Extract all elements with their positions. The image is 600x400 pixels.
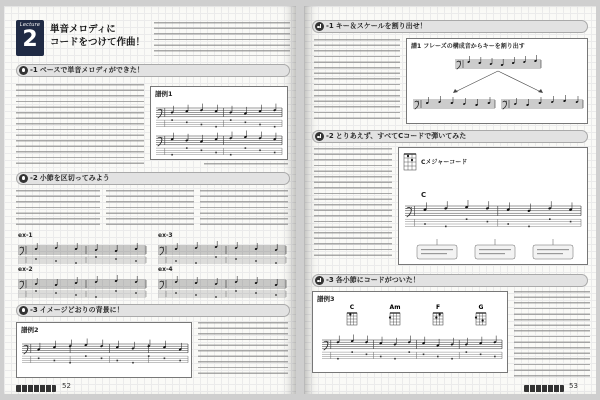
tab-fret-mark <box>148 355 150 357</box>
body-text <box>198 322 288 378</box>
figure-2-label: Cメジャーコード <box>421 159 468 166</box>
tab-fret-mark <box>487 221 489 223</box>
tab-fret-mark <box>424 223 426 225</box>
section-number: -1 <box>30 66 38 74</box>
section-title: イメージどおりの背景に！ <box>39 306 124 314</box>
tab-fret-mark <box>115 290 117 292</box>
bass-clef-dot <box>27 345 28 346</box>
chord-name: F <box>435 304 441 311</box>
chord-name: C <box>349 304 355 311</box>
tab-fret-mark <box>507 223 509 225</box>
tab-fret-mark <box>437 356 439 358</box>
figure-1-box <box>406 38 588 124</box>
tab-fret-mark <box>35 258 37 260</box>
score-label: ex-3 <box>158 232 173 239</box>
lecture-number: 2 <box>22 27 38 52</box>
tab-fret-mark <box>135 260 137 262</box>
section-title: 小節を区切ってみよう <box>39 174 110 182</box>
bass-clef-dot <box>163 283 164 284</box>
note-icon <box>315 276 324 285</box>
figure-2-box <box>398 147 588 265</box>
bass-clef-dot <box>418 103 419 104</box>
tab-fret-mark <box>95 256 97 258</box>
chord-dot <box>435 316 437 318</box>
intro-text <box>154 22 290 56</box>
tab-fret-mark <box>235 258 237 260</box>
tab-fret-mark <box>175 292 177 294</box>
title-line-1: 単音メロディに <box>50 24 116 35</box>
chord-name: C <box>421 191 427 199</box>
tab-fret-mark <box>215 126 217 128</box>
tab-fret-mark <box>195 294 197 296</box>
bass-clef-dot <box>23 283 24 284</box>
tab-fret-mark <box>494 356 496 358</box>
chord-dot <box>439 313 441 315</box>
tab-fret-mark <box>394 358 396 360</box>
note-icon <box>315 132 324 141</box>
tab-fret-mark <box>175 260 177 262</box>
tab-fret-mark <box>259 150 261 152</box>
tab-fret-mark <box>466 351 468 353</box>
chord-dot <box>411 159 413 161</box>
example-2-label: 譜例2 <box>21 326 39 334</box>
tab-fret-mark <box>186 122 188 124</box>
arrow-line <box>455 71 498 92</box>
tab-fret-mark <box>570 221 572 223</box>
chord-dot <box>389 316 391 318</box>
bass-clef-dot <box>23 249 24 250</box>
tab-fret-mark <box>230 119 232 121</box>
tab-fret-mark <box>69 362 71 364</box>
tab-fret-mark <box>85 355 87 357</box>
lecture-label: Lecture <box>19 22 41 28</box>
bass-clef-dot <box>163 281 164 282</box>
lecture-badge <box>16 20 44 56</box>
chord-dot <box>475 316 477 318</box>
bass-clef-dot <box>163 249 164 250</box>
tab-fret-mark <box>274 126 276 128</box>
section-title: 各小節にコードがついた！ <box>335 276 420 284</box>
bass-clef-dot <box>27 347 28 348</box>
tab-fret-mark <box>75 262 77 264</box>
example-1-score <box>154 98 284 158</box>
right-page <box>304 6 596 394</box>
bass-clef-dot <box>23 281 24 282</box>
example-3-score <box>318 302 504 370</box>
example-1-label: 譜例1 <box>155 90 173 98</box>
score-label: ex-1 <box>18 232 33 239</box>
tab-fret-mark <box>366 354 368 356</box>
body-text <box>16 84 144 168</box>
section-heading-2 <box>16 172 290 185</box>
tab-fret-mark <box>132 362 134 364</box>
tab-fret-mark <box>466 218 468 220</box>
example-2-box <box>16 322 192 378</box>
score-label: ex-2 <box>18 266 33 273</box>
tab-fret-mark <box>164 358 166 360</box>
footer-logo <box>16 385 56 392</box>
tab-fret-mark <box>95 296 97 298</box>
bass-clef-dot <box>506 103 507 104</box>
annotation-text-line <box>537 249 569 250</box>
annotation-text-line <box>421 253 447 254</box>
bass-clef-dot <box>23 247 24 248</box>
annotation-box <box>475 245 515 259</box>
bass-clef-dot <box>161 137 162 138</box>
tab-fret-mark <box>380 356 382 358</box>
bass-clef-dot <box>327 341 328 342</box>
annotation-text-line <box>479 249 511 250</box>
bass-clef-dot <box>163 247 164 248</box>
annotation-box <box>417 245 457 259</box>
section-number: -3 <box>326 276 334 284</box>
tab-fret-mark <box>255 260 257 262</box>
example-2-score <box>20 332 190 376</box>
section-heading-3 <box>312 274 588 287</box>
tab-fret-mark <box>230 154 232 156</box>
bass-clef-dot <box>161 139 162 140</box>
section-number: -3 <box>30 306 38 314</box>
tab-fret-mark <box>135 292 137 294</box>
section-title: キー＆スケールを割り出せ！ <box>335 22 427 30</box>
tab-fret-mark <box>245 147 247 149</box>
tab-fret-mark <box>179 360 181 362</box>
section-title: ベースで単音メロディができた！ <box>39 66 144 74</box>
tab-fret-mark <box>215 256 217 258</box>
chord-dot <box>482 319 484 321</box>
body-text <box>16 190 100 228</box>
section-heading-1 <box>312 20 588 33</box>
figure-caption <box>204 163 288 167</box>
tab-fret-mark <box>235 290 237 292</box>
tab-fret-mark <box>480 354 482 356</box>
bass-icon <box>19 306 28 315</box>
body-text <box>514 291 590 377</box>
arrow-line <box>498 71 541 92</box>
score-ex-2 <box>16 272 148 300</box>
figure-1-title: 譜1 フレーズの構成音からキーを割り出す <box>411 43 525 50</box>
body-text <box>314 148 392 260</box>
tab-fret-mark <box>259 124 261 126</box>
tab-fret-mark <box>215 152 217 154</box>
tab-fret-mark <box>55 292 57 294</box>
section-number: -2 <box>326 132 334 140</box>
section-number: -1 <box>326 22 334 30</box>
bass-icon <box>19 66 28 75</box>
section-heading-1 <box>16 64 290 77</box>
example-1-box <box>150 86 288 160</box>
tab-fret-mark <box>35 290 37 292</box>
bass-clef-dot <box>161 111 162 112</box>
tab-fret-mark <box>423 354 425 356</box>
chord-dot <box>349 313 351 315</box>
bass-clef-dot <box>460 63 461 64</box>
tab-fret-mark <box>186 147 188 149</box>
note-icon <box>315 22 324 31</box>
page-number: 53 <box>569 382 578 390</box>
body-text <box>314 39 400 123</box>
score-ex-4 <box>156 272 288 300</box>
tab-fret-mark <box>275 294 277 296</box>
annotation-text-line <box>537 253 563 254</box>
tab-fret-mark <box>116 360 118 362</box>
section-heading-3 <box>16 304 290 317</box>
tab-fret-mark <box>245 122 247 124</box>
tab-fret-mark <box>274 152 276 154</box>
tab-fret-mark <box>171 154 173 156</box>
score-label: ex-4 <box>158 266 173 273</box>
tab-fret-mark <box>54 360 56 362</box>
annotation-text-line <box>421 249 453 250</box>
title-line-2: コードをつけて作曲！ <box>50 37 146 48</box>
chord-name: Am <box>389 304 401 311</box>
example-3-label: 譜例3 <box>317 295 335 303</box>
section-title: とりあえず、すべてCコードで弾いてみた <box>335 132 467 140</box>
bass-clef-dot <box>506 101 507 102</box>
chord-dot <box>407 155 409 157</box>
tab-fret-mark <box>215 296 217 298</box>
tab-fret-mark <box>75 294 77 296</box>
footer-logo <box>524 385 564 392</box>
tab-fret-mark <box>445 226 447 228</box>
tab-fret-mark <box>115 258 117 260</box>
score-ex-3 <box>156 238 288 266</box>
body-text <box>200 190 288 228</box>
score-ex-1 <box>16 238 148 266</box>
tab-fret-mark <box>201 150 203 152</box>
bass-clef-dot <box>411 209 412 210</box>
annotation-text-line <box>479 253 505 254</box>
bass-clef-dot <box>460 61 461 62</box>
tab-fret-mark <box>195 262 197 264</box>
bass-clef-dot <box>418 101 419 102</box>
bass-icon <box>19 174 28 183</box>
lecture-title <box>50 23 145 49</box>
tab-fret-mark <box>255 292 257 294</box>
tab-fret-mark <box>55 260 57 262</box>
example-3-box <box>312 291 508 373</box>
tab-fret-mark <box>528 226 530 228</box>
body-text <box>106 190 194 228</box>
tab-fret-mark <box>337 358 339 360</box>
chord-name: G <box>478 304 484 311</box>
tab-fret-mark <box>171 119 173 121</box>
tab-fret-mark <box>451 358 453 360</box>
bass-clef-dot <box>411 207 412 208</box>
tab-fret-mark <box>201 124 203 126</box>
bass-clef-dot <box>327 343 328 344</box>
annotation-box <box>533 245 573 259</box>
tab-fret-mark <box>351 351 353 353</box>
tab-fret-mark <box>275 262 277 264</box>
section-heading-2 <box>312 130 588 143</box>
tab-fret-mark <box>38 358 40 360</box>
left-page <box>4 6 296 394</box>
bass-clef-dot <box>161 109 162 110</box>
tab-fret-mark <box>101 358 103 360</box>
tab-fret-mark <box>408 351 410 353</box>
figure-1-diagram <box>409 50 585 122</box>
section-number: -2 <box>30 174 38 182</box>
page-number: 52 <box>62 382 71 390</box>
tab-fret-mark <box>549 218 551 220</box>
